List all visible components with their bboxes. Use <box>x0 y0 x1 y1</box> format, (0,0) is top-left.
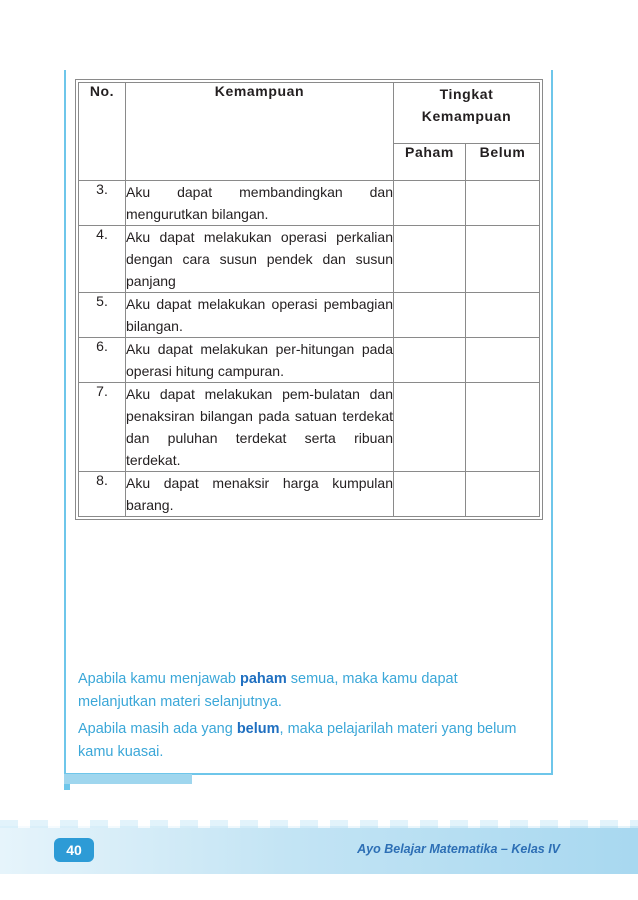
book-title: Ayo Belajar Matematika – Kelas IV <box>357 842 560 856</box>
frame-bottom-strip <box>64 774 192 784</box>
row-ability: Aku dapat melakukan per-hitungan pada operasi hitung campuran. <box>126 338 394 383</box>
row-ability: Aku dapat melakukan operasi pembagian bilangan. <box>126 293 394 338</box>
note-paragraph-2 <box>78 718 538 764</box>
row-ability: Aku dapat melakukan pem-bulatan dan penaksiran bilangan pada satuan terdekat dan puluhan terdekat serta ribuan terdekat. <box>126 383 394 472</box>
checkbox-not-yet[interactable] <box>466 293 539 338</box>
table-row <box>79 181 539 226</box>
note-text: Apabila kamu menjawab <box>78 671 241 687</box>
checkbox-understand[interactable] <box>394 338 466 383</box>
checkbox-not-yet[interactable] <box>466 383 539 472</box>
header-not-yet: Belum <box>466 144 539 181</box>
note-emphasis-paham: paham <box>240 671 287 687</box>
note-emphasis-belum: belum <box>236 721 280 737</box>
table-row <box>79 472 539 516</box>
header-ability: Kemampuan <box>126 83 394 181</box>
header-understand: Paham <box>394 144 466 181</box>
note-text: Apabila masih ada yang <box>78 721 237 737</box>
checkbox-not-yet[interactable] <box>466 181 539 226</box>
row-number: 4. <box>79 226 126 293</box>
checkbox-understand[interactable] <box>394 181 466 226</box>
header-level: Tingkat Kemampuan <box>394 83 539 144</box>
note-text: semua, maka kamu dapat melanjutkan materi selanjutnya. <box>78 671 458 710</box>
table-row <box>79 293 539 338</box>
row-number: 5. <box>79 293 126 338</box>
row-ability: Aku dapat melakukan operasi perkalian dengan cara susun pendek dan susun panjang <box>126 226 394 293</box>
checkbox-understand[interactable] <box>394 226 466 293</box>
checkbox-understand[interactable] <box>394 472 466 516</box>
row-number: 7. <box>79 383 126 472</box>
note-text: , maka pelajarilah materi yang belum kamu kuasai. <box>78 721 517 760</box>
row-number: 8. <box>79 472 126 516</box>
note-paragraph-1 <box>78 668 538 714</box>
checkbox-not-yet[interactable] <box>466 226 539 293</box>
page-number: 40 <box>54 838 94 862</box>
checkbox-understand[interactable] <box>394 383 466 472</box>
row-number: 6. <box>79 338 126 383</box>
ability-table <box>78 82 540 517</box>
row-number: 3. <box>79 181 126 226</box>
table-row <box>79 226 539 293</box>
row-ability: Aku dapat membandingkan dan mengurutkan bilangan. <box>126 181 394 226</box>
checkbox-not-yet[interactable] <box>466 338 539 383</box>
checkbox-not-yet[interactable] <box>466 472 539 516</box>
header-no: No. <box>79 83 126 181</box>
table-row <box>79 383 539 472</box>
instruction-note <box>78 668 538 768</box>
checkbox-understand[interactable] <box>394 293 466 338</box>
table-row <box>79 338 539 383</box>
row-ability: Aku dapat menaksir harga kumpulan barang. <box>126 472 394 516</box>
